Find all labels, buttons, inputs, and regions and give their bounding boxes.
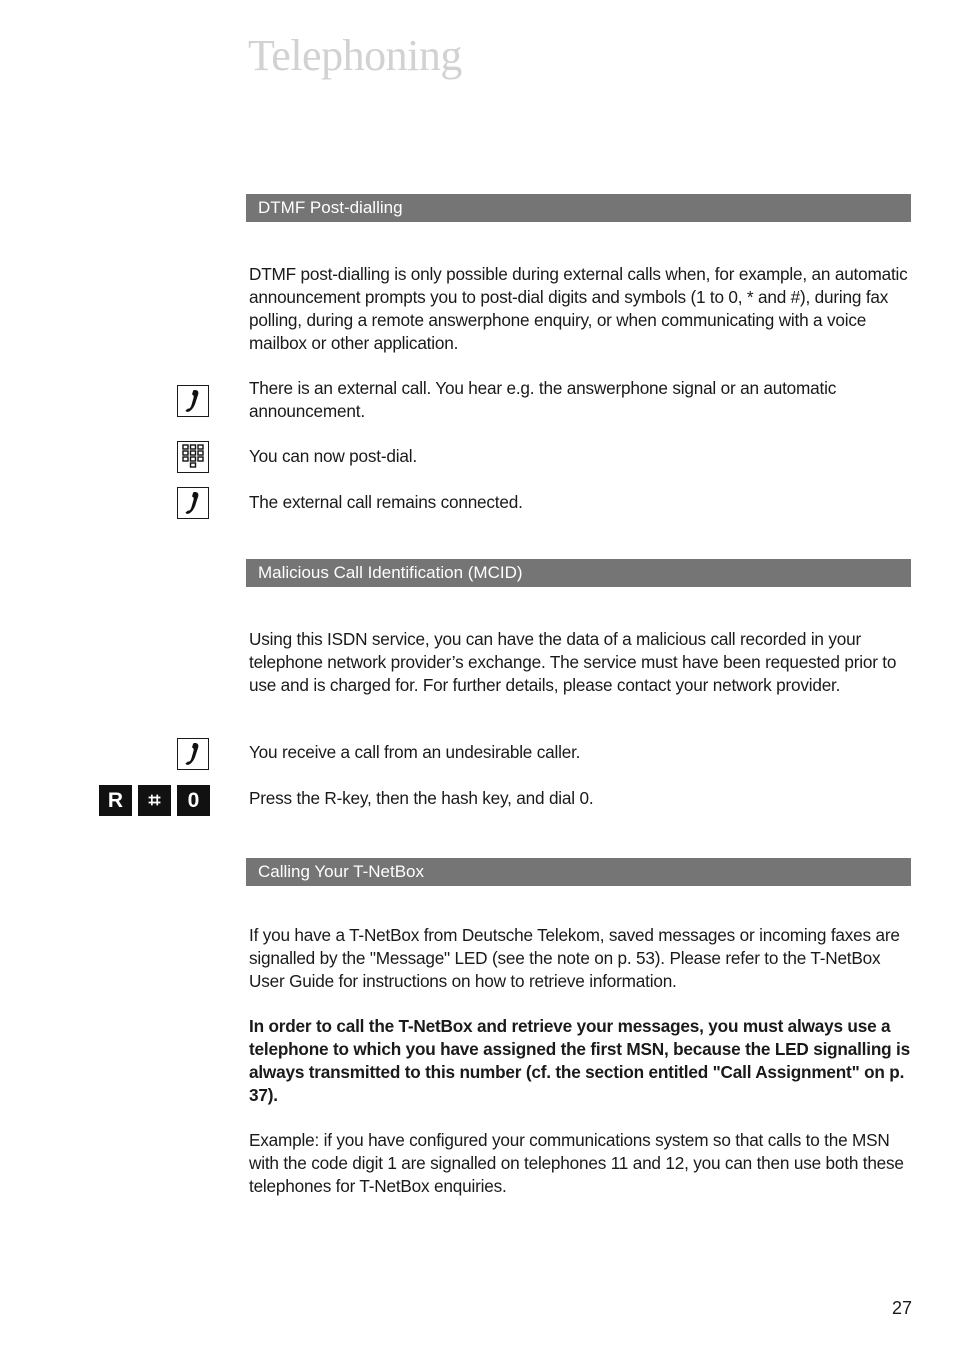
hash-key: ⌗ <box>138 785 171 816</box>
dtmf-step-1-text: There is an external call. You hear e.g. the answerphone signal or an automatic announcement. <box>249 378 837 421</box>
page-number: 27 <box>891 1298 912 1318</box>
tnetbox-para-1: If you have a T-NetBox from Deutsche Telekom, saved messages or incoming faxes are signalled by the "Message" LED (see the note on p. 53). Please refer to the T-NetBox User Guide for instructions on how to retrieve information. <box>249 925 900 991</box>
tnetbox-para-3: Example: if you have configured your communications system so that calls to the MSN with the code digit 1 are signalled on telephones 11 and 12, you can then use both these telephones for T-NetBox enquiries. <box>249 1130 904 1196</box>
handset-icon <box>177 738 209 770</box>
mcid-step-2-text: Press the R-key, then the hash key, and dial 0. <box>249 788 594 808</box>
section-heading-mcid: Malicious Call Identification (MCID) <box>246 559 911 587</box>
dtmf-intro: DTMF post-dialling is only possible during external calls when, for example, an automatic announcement prompts you to post-dial digits and symbols (1 to 0, * and #), during fax polling, during a remote answerphone enquiry, or when communicating with a voice mailbox or other application. <box>249 264 908 353</box>
dtmf-step-3-text: The external call remains connected. <box>249 492 523 512</box>
tnetbox-para-2: In order to call the T-NetBox and retrieve your messages, you must always use a telephone to which you have assigned the first MSN, because the LED signalling is always transmitted to this number (cf. the section entitled "Call Assignment" on p. 37). <box>249 1016 910 1105</box>
zero-key: 0 <box>177 785 210 816</box>
mcid-intro: Using this ISDN service, you can have the data of a malicious call recorded in your telephone network provider’s exchange. The service must have been requested prior to use and is charged for. For further details, please contact your network provider. <box>249 629 897 695</box>
r-key: R <box>99 785 132 816</box>
handset-icon <box>177 487 209 519</box>
page-title: Telephoning <box>248 31 462 80</box>
section-heading-dtmf: DTMF Post-dialling <box>246 194 911 222</box>
section-heading-tnetbox: Calling Your T-NetBox <box>246 858 911 886</box>
dtmf-step-2-text: You can now post-dial. <box>249 446 417 466</box>
mcid-step-1-text: You receive a call from an undesirable caller. <box>249 742 581 762</box>
handset-icon <box>177 385 209 417</box>
keypad-icon <box>177 441 209 473</box>
